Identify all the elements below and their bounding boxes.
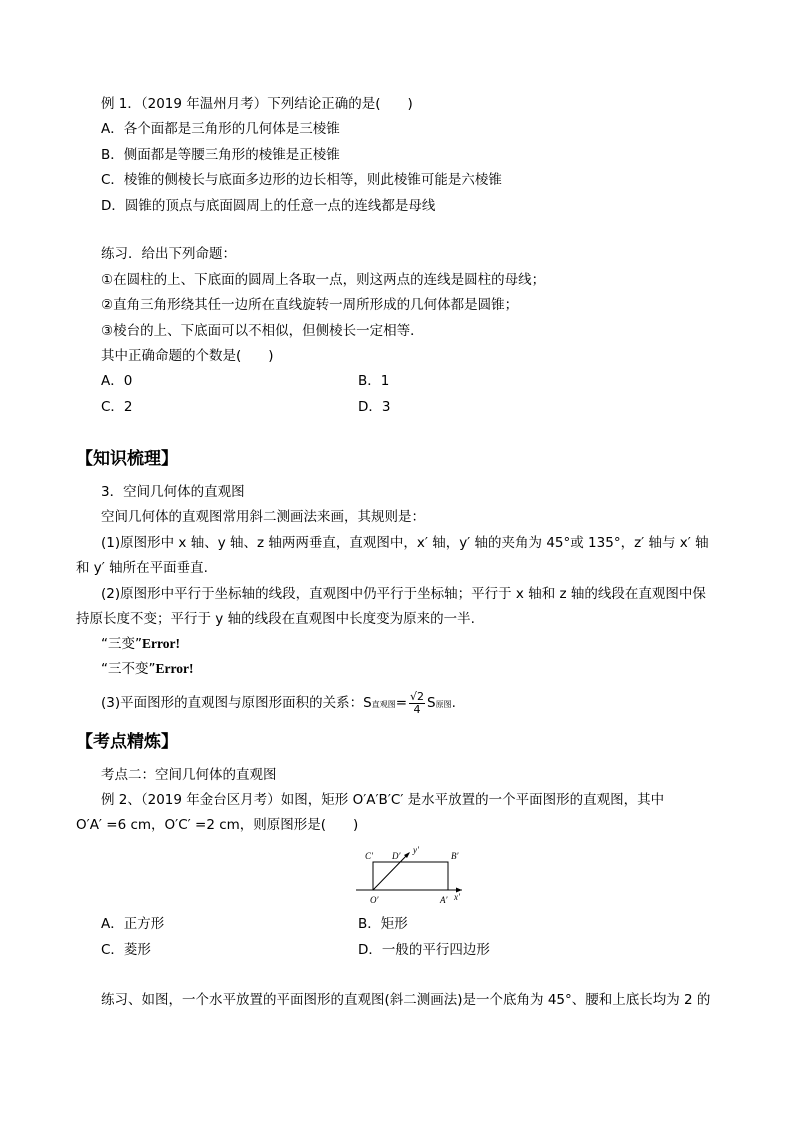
- rule3-end: .: [451, 695, 456, 711]
- knowledge-title: 3．空间几何体的直观图: [101, 484, 245, 500]
- knowledge-sanbian: [101, 634, 180, 654]
- sanbian-label: “三变”: [101, 636, 142, 652]
- ex2-option-a: A．正方形: [101, 916, 165, 932]
- ex2-option-d: D．一般的平行四边形: [358, 942, 490, 958]
- practice1-option-b: B．1: [358, 373, 390, 389]
- knowledge-rule-1b: 和 y′ 轴所在平面垂直.: [76, 560, 208, 576]
- label-y: y′: [413, 845, 419, 855]
- practice1-proposition-1: ①在圆柱的上、下底面的圆周上各取一点，则这两点的连线是圆柱的母线；: [101, 272, 546, 288]
- label-o: O′: [370, 895, 379, 905]
- rule3-sub-zhiguantu: 直观图: [371, 700, 396, 709]
- rectangle-oabc: [373, 862, 448, 890]
- practice1-proposition-3: ③棱台的上、下底面可以不相似，但侧棱长一定相等．: [101, 323, 424, 339]
- practice2-text: 练习、如图，一个水平放置的平面图形的直观图(斜二测画法)是一个底角为 45°、腰和上底长均为 2 的: [101, 992, 711, 1008]
- knowledge-rule-2b: 持原长度不变；平行于 y 轴的线段在直观图中长度变为原来的一半.: [76, 611, 475, 627]
- section-heading-knowledge: 【知识梳理】: [76, 449, 178, 469]
- knowledge-rule-1a: (1)原图形中 x 轴、y 轴、z 轴两两垂直，直观图中，x′ 轴，y′ 轴的夹角为 45°或 135°，z′ 轴与 x′ 轴: [101, 535, 709, 551]
- oblique-projection-figure: [350, 842, 470, 908]
- fraction-denominator: 4: [413, 702, 421, 716]
- ex1-option-c: C．棱锥的侧棱长与底面多边形的边长相等，则此棱锥可能是六棱锥: [101, 172, 502, 188]
- label-c: C′: [365, 851, 373, 861]
- knowledge-sanbubian: [101, 659, 193, 679]
- label-b: B′: [451, 851, 459, 861]
- rule3-equals: =: [395, 695, 408, 711]
- label-x: x′: [454, 892, 460, 902]
- rule3-fraction: [409, 691, 425, 716]
- practice1-question: 其中正确命题的个数是( ): [101, 348, 274, 364]
- sanbubian-label: “三不变”: [101, 661, 156, 677]
- ex1-option-d: D．圆锥的顶点与底面圆周上的任意一点的连线都是母线: [101, 198, 436, 214]
- point2-title: 考点二：空间几何体的直观图: [101, 767, 277, 783]
- ex2-stem-2: O′A′ =6 cm，O′C′ =2 cm，则原图形是( ): [76, 817, 359, 833]
- ex2-option-c: C．菱形: [101, 942, 151, 958]
- sanbubian-error: Error!: [155, 661, 194, 676]
- knowledge-rule-2a: (2)原图形中平行于坐标轴的线段，直观图中仍平行于坐标轴；平行于 x 轴和 z 轴的线段在直观图中保: [101, 586, 706, 602]
- ex2-stem-1: 例 2、（2019 年金台区月考）如图，矩形 O′A′B′C′ 是水平放置的一个平面图形的直观图，其中: [101, 792, 665, 808]
- rule3-sub-yuantu: 原图: [435, 700, 452, 709]
- ex1-option-b: B．侧面都是等腰三角形的棱锥是正棱锥: [101, 147, 340, 163]
- practice1-option-c: C．2: [101, 399, 133, 415]
- rule3-prefix: (3)平面图形的直观图与原图形面积的关系：S: [101, 695, 372, 711]
- practice1-proposition-2: ②直角三角形绕其任一边所在直线旋转一周所形成的几何体都是圆锥；: [101, 297, 519, 313]
- practice1-option-a: A．0: [101, 373, 133, 389]
- ex1-option-a: A．各个面都是三角形的几何体是三棱锥: [101, 121, 340, 137]
- fraction-numerator: √2: [410, 689, 425, 703]
- knowledge-intro: 空间几何体的直观图常用斜二测画法来画，其规则是：: [101, 509, 425, 525]
- practice1-stem: 练习．给出下列命题：: [101, 246, 236, 262]
- practice1-option-d: D．3: [358, 399, 391, 415]
- rule3-s: S: [427, 695, 436, 711]
- sanbian-error: Error!: [142, 636, 180, 651]
- section-heading-exam-points: 【考点精炼】: [76, 732, 178, 752]
- label-d: D′: [392, 851, 401, 861]
- ex1-stem: 例 1．（2019 年温州月考）下列结论正确的是( ): [101, 96, 413, 112]
- y-axis: [373, 853, 409, 890]
- knowledge-rule-3: [101, 688, 456, 720]
- label-a: A′: [440, 895, 448, 905]
- ex2-option-b: B．矩形: [358, 916, 408, 932]
